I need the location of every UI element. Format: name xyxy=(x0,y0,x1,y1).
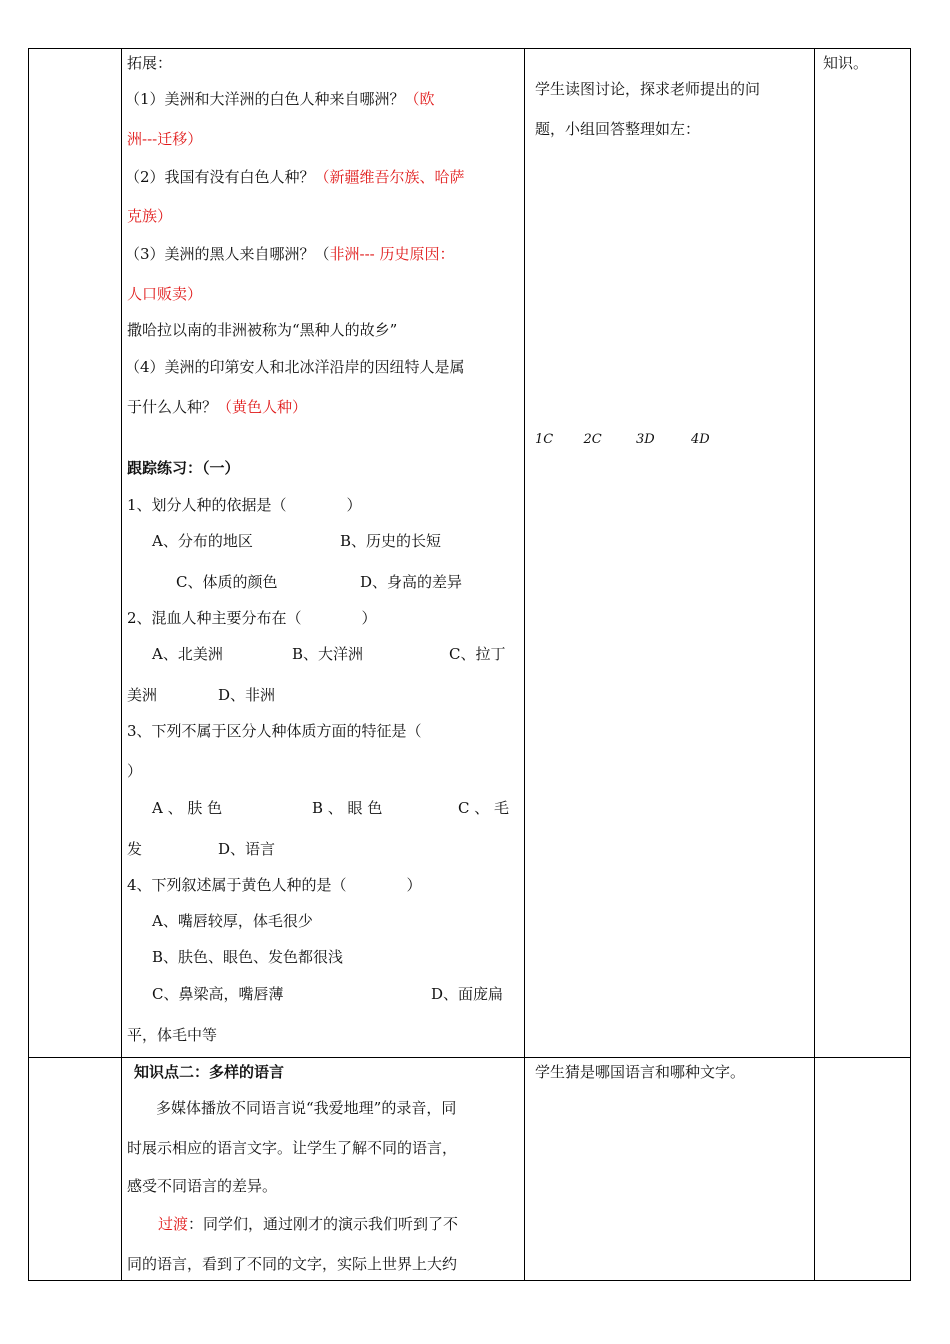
sahara-note: 撒哈拉以南的非洲被称为“黑种人的故乡” xyxy=(127,321,398,339)
exercise-3-stem: 3、下列不属于区分人种体质方面的特征是（ xyxy=(127,722,422,740)
exercise-4-option-d: D、面庞扁 xyxy=(431,985,504,1003)
notes-line-1: 知识。 xyxy=(823,54,869,72)
question-4-cont: 于什么人种？（黄色人种） xyxy=(127,398,308,416)
exercise-3-stem-cont: ） xyxy=(127,762,143,780)
exercise-4-option-c: C、鼻梁高，嘴唇薄 xyxy=(152,985,284,1003)
knowledge-point-title: 知识点二：多样的语言 xyxy=(134,1063,285,1081)
table-row xyxy=(29,49,911,1058)
exercise-1-option-c: C、体质的颜色 xyxy=(176,573,278,591)
exercise-1-option-b: B、历史的长短 xyxy=(340,532,442,550)
exercise-4-option-a: A、嘴唇较厚，体毛很少 xyxy=(152,912,313,930)
exercise-2-option-b: B、大洋洲 xyxy=(292,645,364,663)
answer-2: 克族） xyxy=(127,207,173,225)
exercise-4-option-b: B、肤色、眼色、发色都很浅 xyxy=(152,948,344,966)
answer-key xyxy=(535,430,710,450)
exercise-2-option-c: C、拉丁 xyxy=(449,645,506,663)
exercise-2-stem: 2、混血人种主要分布在（ ） xyxy=(127,609,377,627)
exercise-3-option-d: D、语言 xyxy=(218,840,276,858)
student-activity-cell xyxy=(525,1058,815,1281)
answer-3: 人口贩卖） xyxy=(127,285,203,303)
exercise-4-option-d-cont: 平，体毛中等 xyxy=(127,1026,218,1044)
question-4: （4）美洲的印第安人和北冰洋沿岸的因纽特人是属 xyxy=(125,358,465,376)
exercise-1-stem: 1、划分人种的依据是（ ） xyxy=(127,496,362,514)
student-activity-line-1: 学生读图讨论，探求老师提出的问 xyxy=(535,80,761,98)
paragraph-line-3: 感受不同语言的差异。 xyxy=(127,1177,278,1195)
exercise-3-option-c: C 、 毛 xyxy=(458,799,510,817)
answer-key-item: 3D xyxy=(636,432,655,447)
exercise-3-option-b: B 、 眼 色 xyxy=(312,799,383,817)
notes-cell xyxy=(815,49,911,1058)
content-cell xyxy=(122,1058,525,1281)
stage-cell xyxy=(29,49,122,1058)
transition-label: 过渡 xyxy=(158,1215,189,1233)
student-activity-cell xyxy=(525,49,815,1058)
transition-line-1: 过渡：同学们，通过刚才的演示我们听到了不 xyxy=(158,1215,459,1233)
exercise-4-stem: 4、下列叙述属于黄色人种的是（ ） xyxy=(127,876,422,894)
content-cell xyxy=(122,49,525,1058)
question-2: （2）我国有没有白色人种？（新疆维吾尔族、哈萨 xyxy=(125,168,465,186)
exercise-1-option-a: A、分布的地区 xyxy=(152,532,253,550)
extension-heading: 拓展： xyxy=(127,54,173,72)
paragraph-line-1: 多媒体播放不同语言说“我爱地理”的录音，同 xyxy=(156,1099,457,1117)
question-3: （3）美洲的黑人来自哪洲？（非洲--- 历史原因： xyxy=(125,245,455,263)
paragraph-line-2: 时展示相应的语言文字。让学生了解不同的语言， xyxy=(127,1139,458,1157)
answer-key-item: 1C xyxy=(535,432,554,447)
exercise-2-option-d: D、非洲 xyxy=(218,686,276,704)
notes-cell xyxy=(815,1058,911,1281)
answer-1: 洲---迁移） xyxy=(127,130,203,148)
answer-key-item: 2C xyxy=(583,432,602,447)
exercise-3-option-c-cont: 发 xyxy=(127,840,143,858)
student-activity-line-1: 学生猜是哪国语言和哪种文字。 xyxy=(535,1063,746,1081)
stage-cell xyxy=(29,1058,122,1281)
lesson-plan-table xyxy=(28,48,911,1281)
practice-title: 跟踪练习：（一） xyxy=(127,459,240,477)
exercise-2-option-c-cont: 美洲 xyxy=(127,686,158,704)
table-row xyxy=(29,1058,911,1281)
transition-line-2: 同的语言，看到了不同的文字，实际上世界上大约 xyxy=(127,1255,458,1273)
exercise-2-option-a: A、北美洲 xyxy=(152,645,223,663)
exercise-3-option-a: A 、 肤 色 xyxy=(152,799,223,817)
exercise-1-option-d: D、身高的差异 xyxy=(360,573,463,591)
question-1: （1）美洲和大洋洲的白色人种来自哪洲？（欧 xyxy=(125,90,435,108)
student-activity-line-2: 题，小组回答整理如左： xyxy=(535,120,701,138)
answer-key-item: 4D xyxy=(690,432,710,447)
